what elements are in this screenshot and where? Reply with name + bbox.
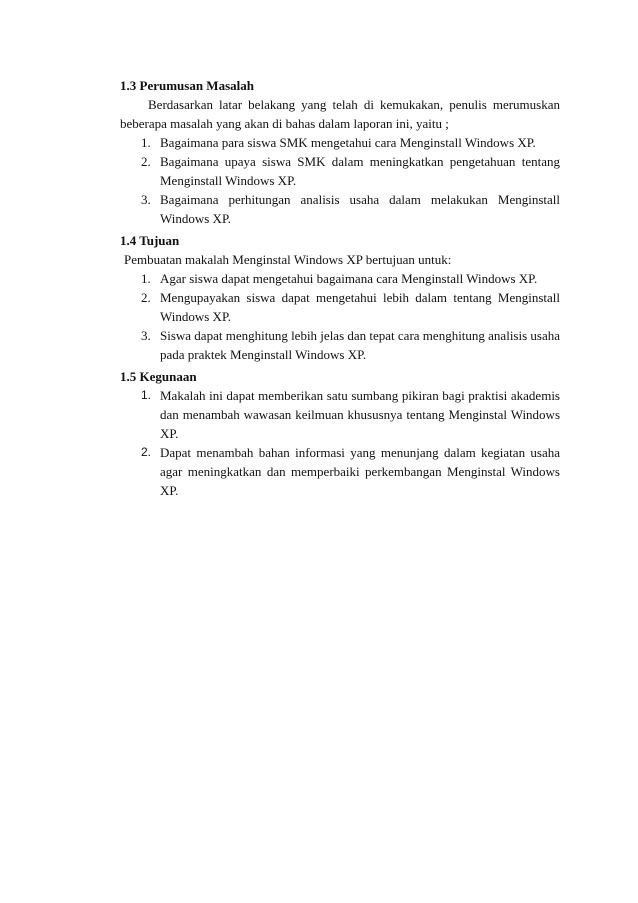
numbered-list xyxy=(120,269,560,364)
intro-text: Pembuatan makalah Menginstal Windows XP bertujuan untuk: xyxy=(124,252,452,267)
list-item-text: Dapat menambah bahan informasi yang menunjang dalam kegiatan usaha agar meningkatkan dan memperbaiki perkembangan Menginstal Windows XP. xyxy=(160,445,560,498)
list-item xyxy=(120,190,560,228)
numbered-list xyxy=(120,386,560,500)
section-intro-paragraph xyxy=(120,250,560,269)
list-item-text: Mengupayakan siswa dapat mengetahui lebih dalam tentang Menginstall Windows XP. xyxy=(160,290,560,324)
section-heading: 1.4 Tujuan xyxy=(120,233,180,248)
list-item xyxy=(120,443,560,500)
list-item-text: Bagaimana upaya siswa SMK dalam meningkatkan pengetahuan tentang Menginstall Windows XP. xyxy=(160,154,560,188)
list-item xyxy=(120,326,560,364)
section-heading: 1.5 Kegunaan xyxy=(120,369,197,384)
intro-text: Berdasarkan latar belakang yang telah di kemukakan, penulis merumuskan beberapa masalah yang akan di bahas dalam laporan ini, yaitu ; xyxy=(120,97,560,131)
list-item xyxy=(120,386,560,443)
list-item-number: 1. xyxy=(141,271,151,286)
list-item xyxy=(120,288,560,326)
list-item-number: 2. xyxy=(141,154,151,169)
list-item-number: 1. xyxy=(141,135,151,150)
list-item xyxy=(120,152,560,190)
section-heading: 1.3 Perumusan Masalah xyxy=(120,78,254,93)
list-item-number: 1. xyxy=(141,388,152,402)
list-item-text: Agar siswa dapat mengetahui bagaimana cara Menginstall Windows XP. xyxy=(160,271,538,286)
list-item-text: Makalah ini dapat memberikan satu sumbang pikiran bagi praktisi akademis dan menambah wawasan keilmuan khususnya tentang Menginstal Windows XP. xyxy=(160,388,560,441)
list-item-text: Bagaimana perhitungan analisis usaha dalam melakukan Menginstall Windows XP. xyxy=(160,192,560,226)
section-intro-paragraph xyxy=(120,95,560,133)
list-item-number: 2. xyxy=(141,445,152,459)
list-item-text: Siswa dapat menghitung lebih jelas dan tepat cara menghitung analisis usaha pada praktek Menginstall Windows XP. xyxy=(160,328,561,362)
section-perumusan-masalah xyxy=(120,76,560,228)
list-item-number: 2. xyxy=(141,290,151,305)
list-item xyxy=(120,133,560,152)
numbered-list xyxy=(120,133,560,228)
list-item-number: 3. xyxy=(141,192,151,207)
section-tujuan xyxy=(120,231,560,364)
section-kegunaan xyxy=(120,367,560,500)
list-item xyxy=(120,269,560,288)
list-item-text: Bagaimana para siswa SMK mengetahui cara Menginstall Windows XP. xyxy=(160,135,536,150)
list-item-number: 3. xyxy=(141,328,151,343)
